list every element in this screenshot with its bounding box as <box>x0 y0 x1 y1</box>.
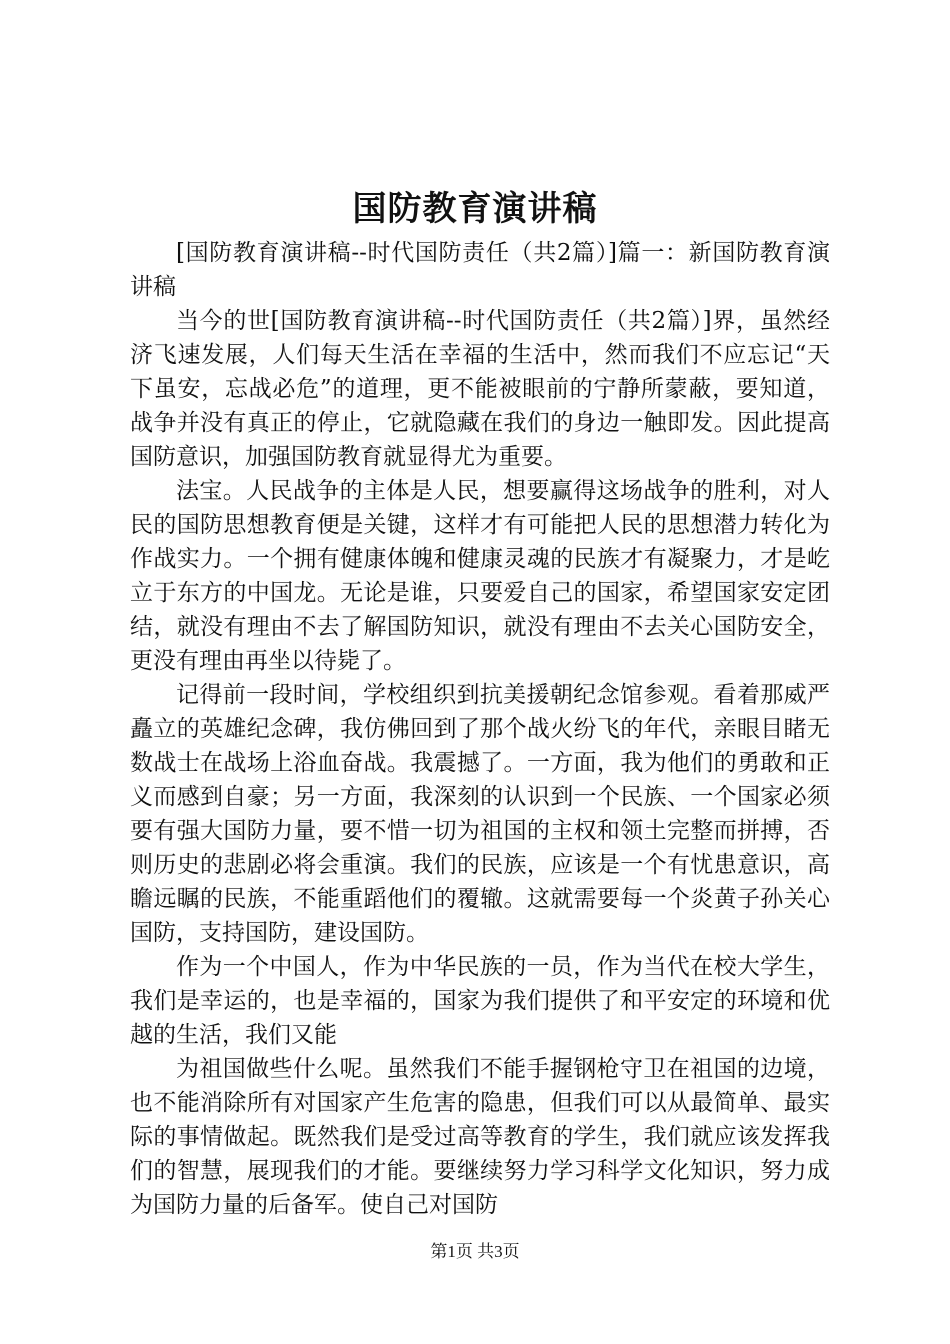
paragraph: 法宝。人民战争的主体是人民，想要赢得这场战争的胜利，对人民的国防思想教育便是关键，这样才有可能把人民的思想潜力转化为作战实力。一个拥有健康体魄和健康灵魂的民族才有凝聚力，才是屹立于东方的中国龙。无论是谁，只要爱自己的国家，希望国家安定团结，就没有理由不去了解国防知识，就没有理由不去关心国防安全，更没有理由再坐以待毙了。 <box>130 478 830 674</box>
paragraph: [国防教育演讲稿--时代国防责任（共2篇）]篇一：新国防教育演讲稿 <box>130 240 830 300</box>
document-body <box>130 236 830 1222</box>
paragraph: 为祖国做些什么呢。虽然我们不能手握钢枪守卫在祖国的边境，也不能消除所有对国家产生危害的隐患，但我们可以从最简单、最实际的事情做起。既然我们是受过高等教育的学生，我们就应该发挥我们的智慧，展现我们的才能。要继续努力学习科学文化知识，努力成为国防力量的后备军。使自己对国防 <box>130 1056 830 1218</box>
paragraph: 作为一个中国人，作为中华民族的一员，作为当代在校大学生，我们是幸运的，也是幸福的，国家为我们提供了和平安定的环境和优越的生活，我们又能 <box>130 954 830 1048</box>
page-number-footer: 第1页 共3页 <box>430 1242 520 1261</box>
paragraph: 当今的世[国防教育演讲稿--时代国防责任（共2篇）]界，虽然经济飞速发展，人们每天生活在幸福的生活中，然而我们不应忘记“天下虽安，忘战必危”的道理，更不能被眼前的宁静所蒙蔽，要知道，战争并没有真正的停止，它就隐藏在我们的身边一触即发。因此提高国防意识，加强国防教育就显得尤为重要。 <box>130 308 830 470</box>
document-title: 国防教育演讲稿 <box>352 189 598 229</box>
paragraph: 记得前一段时间，学校组织到抗美援朝纪念馆参观。看着那威严矗立的英雄纪念碑，我仿佛回到了那个战火纷飞的年代，亲眼目睹无数战士在战场上浴血奋战。我震撼了。一方面，我为他们的勇敢和正义而感到自豪；另一方面，我深刻的认识到一个民族、一个国家必须要有强大国防力量，要不惜一切为祖国的主权和领土完整而拼搏，否则历史的悲剧必将会重演。我们的民族，应该是一个有忧患意识，高瞻远瞩的民族，不能重蹈他们的覆辙。这就需要每一个炎黄子孙关心国防，支持国防，建设国防。 <box>130 682 830 946</box>
